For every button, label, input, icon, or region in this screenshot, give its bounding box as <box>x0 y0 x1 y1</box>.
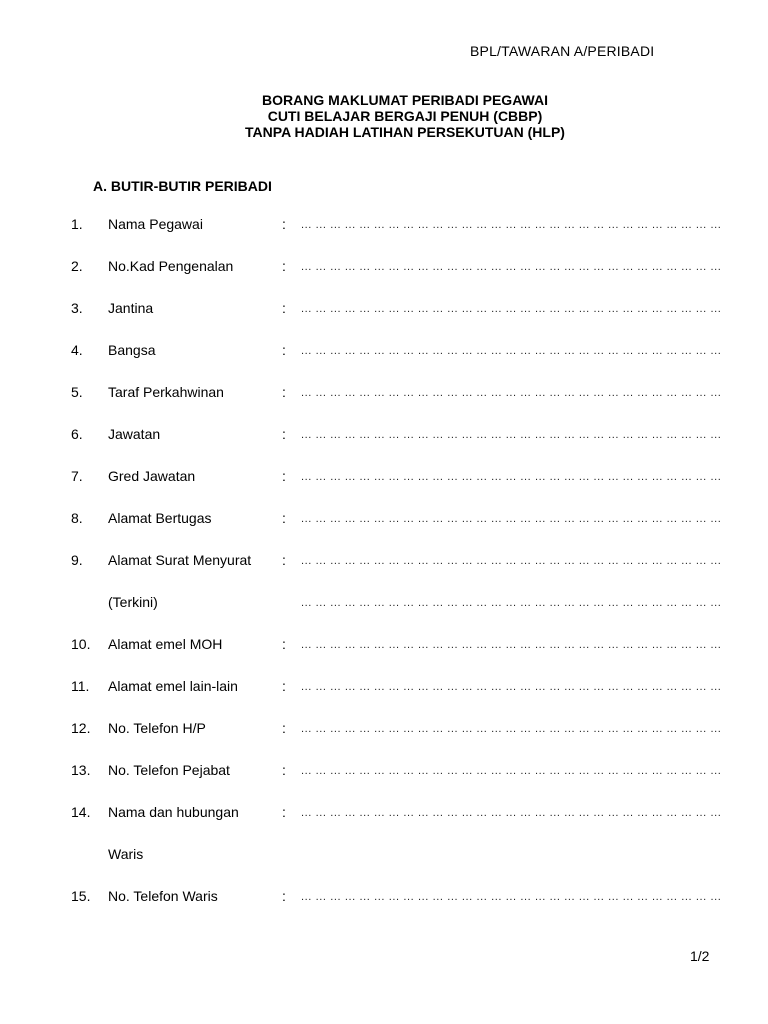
field-colon: : <box>282 468 286 484</box>
field-colon: : <box>282 762 286 778</box>
field-number: 10. <box>71 636 91 652</box>
field-number: 12. <box>71 720 91 736</box>
field-number: 9. <box>71 552 83 568</box>
fill-in-line[interactable]: ... ... ... ... ... ... ... ... ... ... ... ... ... ... ... ... ... ... ... ... ... ... ... ... ... ... ... ... ... <box>301 261 722 273</box>
field-label: Gred Jawatan <box>108 468 196 484</box>
field-number: 5. <box>71 384 83 400</box>
field-label-continuation: (Terkini) <box>108 594 158 610</box>
title-line-2: CUTI BELAJAR BERGAJI PENUH (CBBP) <box>267 108 543 124</box>
field-number: 8. <box>71 510 83 526</box>
field-row <box>0 636 768 656</box>
field-label-continuation: Waris <box>108 846 144 862</box>
field-number: 7. <box>71 468 83 484</box>
field-colon: : <box>282 678 286 694</box>
field-colon: : <box>282 552 286 568</box>
field-number: 15. <box>71 888 91 904</box>
form-title <box>0 92 768 140</box>
field-label: No. Telefon Pejabat <box>108 762 230 778</box>
field-row <box>0 720 768 740</box>
fill-in-line[interactable]: ... ... ... ... ... ... ... ... ... ... ... ... ... ... ... ... ... ... ... ... ... ... ... ... ... ... ... ... ... <box>301 597 722 609</box>
field-label: Jawatan <box>108 426 161 442</box>
field-colon: : <box>282 510 286 526</box>
field-row <box>0 762 768 782</box>
fill-in-line[interactable]: ... ... ... ... ... ... ... ... ... ... ... ... ... ... ... ... ... ... ... ... ... ... ... ... ... ... ... ... ... <box>301 303 722 315</box>
field-label: Jantina <box>108 300 154 316</box>
field-label: Nama dan hubungan <box>108 804 239 820</box>
fill-in-line[interactable]: ... ... ... ... ... ... ... ... ... ... ... ... ... ... ... ... ... ... ... ... ... ... ... ... ... ... ... ... ... <box>301 345 722 357</box>
field-colon: : <box>282 258 286 274</box>
fill-in-line[interactable]: ... ... ... ... ... ... ... ... ... ... ... ... ... ... ... ... ... ... ... ... ... ... ... ... ... ... ... ... ... <box>301 723 722 735</box>
field-colon: : <box>282 300 286 316</box>
field-number: 6. <box>71 426 83 442</box>
fill-in-line[interactable]: ... ... ... ... ... ... ... ... ... ... ... ... ... ... ... ... ... ... ... ... ... ... ... ... ... ... ... ... ... <box>301 765 722 777</box>
field-row <box>0 510 768 530</box>
field-row <box>0 888 768 908</box>
field-number: 13. <box>71 762 91 778</box>
field-row <box>0 384 768 404</box>
fill-in-line[interactable]: ... ... ... ... ... ... ... ... ... ... ... ... ... ... ... ... ... ... ... ... ... ... ... ... ... ... ... ... ... <box>301 471 722 483</box>
field-colon: : <box>282 426 286 442</box>
fill-in-line[interactable]: ... ... ... ... ... ... ... ... ... ... ... ... ... ... ... ... ... ... ... ... ... ... ... ... ... ... ... ... ... <box>301 639 722 651</box>
field-label: Nama Pegawai <box>108 216 203 232</box>
field-row <box>0 552 768 572</box>
field-number: 4. <box>71 342 83 358</box>
field-colon: : <box>282 636 286 652</box>
field-label: Taraf Perkahwinan <box>108 384 224 400</box>
field-label: Bangsa <box>108 342 156 358</box>
field-row <box>0 804 768 824</box>
field-colon: : <box>282 804 286 820</box>
field-colon: : <box>282 384 286 400</box>
field-number: 2. <box>71 258 83 274</box>
field-row <box>0 342 768 362</box>
field-label: Alamat emel lain-lain <box>108 678 238 694</box>
field-row <box>0 300 768 320</box>
fill-in-line[interactable]: ... ... ... ... ... ... ... ... ... ... ... ... ... ... ... ... ... ... ... ... ... ... ... ... ... ... ... ... ... <box>301 807 722 819</box>
field-label: No. Telefon Waris <box>108 888 218 904</box>
field-number: 11. <box>71 678 90 694</box>
field-row <box>0 216 768 236</box>
field-colon: : <box>282 720 286 736</box>
fill-in-line[interactable]: ... ... ... ... ... ... ... ... ... ... ... ... ... ... ... ... ... ... ... ... ... ... ... ... ... ... ... ... ... <box>301 429 722 441</box>
field-label: Alamat Surat Menyurat <box>108 552 252 568</box>
field-colon: : <box>282 342 286 358</box>
field-row <box>0 468 768 488</box>
reference-code: BPL/TAWARAN A/PERIBADI <box>470 43 655 59</box>
page-number: 1/2 <box>690 948 710 964</box>
fill-in-line[interactable]: ... ... ... ... ... ... ... ... ... ... ... ... ... ... ... ... ... ... ... ... ... ... ... ... ... ... ... ... ... <box>301 387 722 399</box>
section-heading-a: A. BUTIR-BUTIR PERIBADI <box>93 178 272 194</box>
field-colon: : <box>282 216 286 232</box>
field-row <box>0 426 768 446</box>
field-row <box>0 678 768 698</box>
field-label: Alamat Bertugas <box>108 510 212 526</box>
fill-in-line[interactable]: ... ... ... ... ... ... ... ... ... ... ... ... ... ... ... ... ... ... ... ... ... ... ... ... ... ... ... ... ... <box>301 219 722 231</box>
field-row-continuation <box>0 846 768 866</box>
title-line-1: BORANG MAKLUMAT PERIBADI PEGAWAI <box>262 92 548 108</box>
field-row-continuation <box>0 594 768 614</box>
fill-in-line[interactable]: ... ... ... ... ... ... ... ... ... ... ... ... ... ... ... ... ... ... ... ... ... ... ... ... ... ... ... ... ... <box>301 681 722 693</box>
field-label: No. Telefon H/P <box>108 720 206 736</box>
fill-in-line[interactable]: ... ... ... ... ... ... ... ... ... ... ... ... ... ... ... ... ... ... ... ... ... ... ... ... ... ... ... ... ... <box>301 513 722 525</box>
field-colon: : <box>282 888 286 904</box>
field-number: 14. <box>71 804 91 820</box>
field-label: No.Kad Pengenalan <box>108 258 234 274</box>
fill-in-line[interactable]: ... ... ... ... ... ... ... ... ... ... ... ... ... ... ... ... ... ... ... ... ... ... ... ... ... ... ... ... ... <box>301 555 722 567</box>
field-number: 1. <box>71 216 83 232</box>
field-number: 3. <box>71 300 83 316</box>
fill-in-line[interactable]: ... ... ... ... ... ... ... ... ... ... ... ... ... ... ... ... ... ... ... ... ... ... ... ... ... ... ... ... ... <box>301 891 722 903</box>
title-line-3: TANPA HADIAH LATIHAN PERSEKUTUAN (HLP) <box>245 124 565 140</box>
field-label: Alamat emel MOH <box>108 636 223 652</box>
field-row <box>0 258 768 278</box>
